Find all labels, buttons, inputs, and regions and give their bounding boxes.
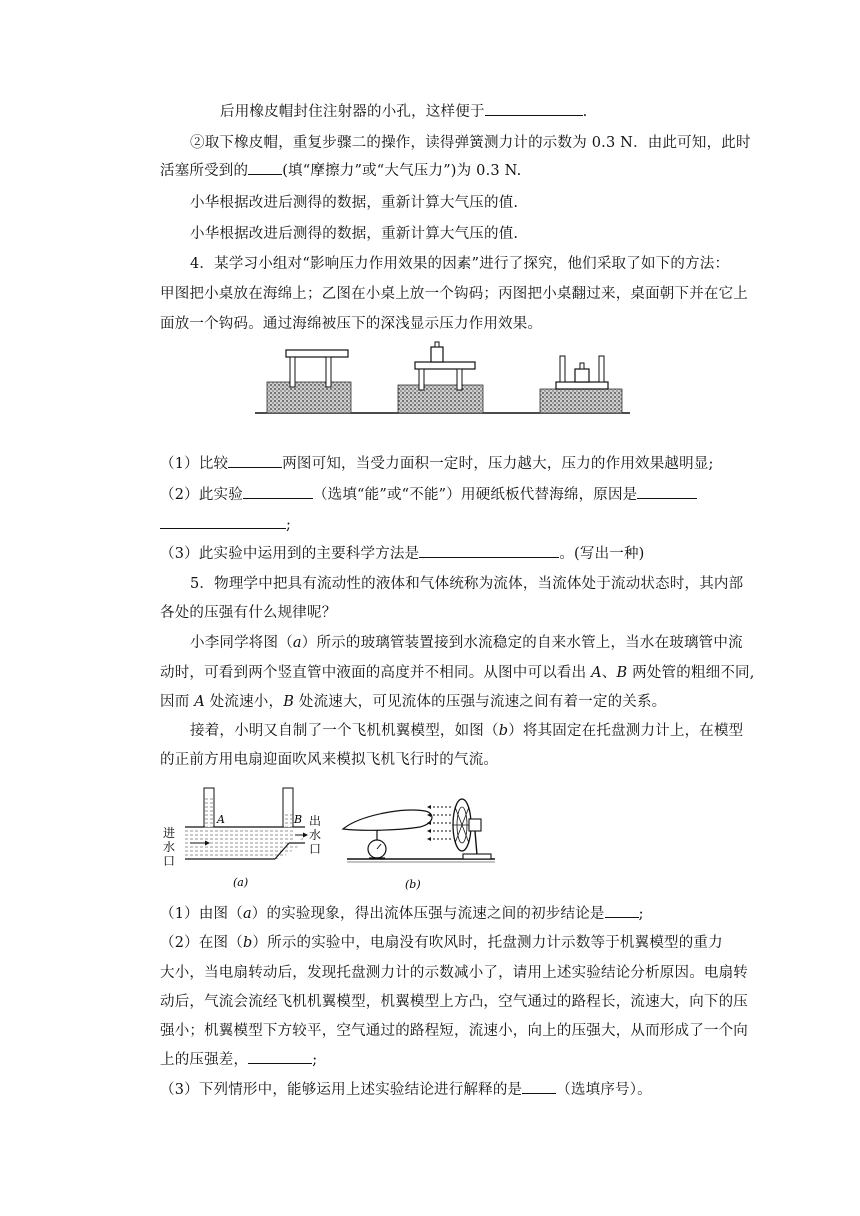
answer-blank[interactable] — [485, 101, 583, 116]
question-5-2-line — [160, 962, 748, 984]
text: 处流速小， — [204, 694, 284, 710]
question-5-line — [160, 749, 498, 771]
question-5-2-line — [160, 991, 748, 1013]
text: 上的压强差， — [160, 1052, 249, 1068]
text: ②取下橡皮帽，重复步骤二的操作，读得弹簧测力计的示数为 0.3 N．由此可知，此时 — [190, 135, 751, 151]
text: 。(写出一种) — [559, 546, 645, 562]
inlet-label: 进 — [163, 826, 176, 840]
wing-model-apparatus — [343, 799, 495, 891]
point-b-label: B — [294, 813, 303, 826]
answer-blank[interactable] — [248, 1049, 312, 1064]
text-line — [190, 132, 751, 154]
text: 后用橡皮帽封住注射器的小孔，这样便于 — [220, 104, 485, 120]
question-4-line — [160, 313, 542, 335]
table-with-weight-on-sponge — [398, 342, 483, 413]
text: 大小，当电扇转动后，发现托盘测力计的示数减小了，请用上述实验结论分析原因。电扇转 — [160, 965, 748, 981]
question-5-line — [190, 632, 743, 654]
inverted-table-with-weight-on-sponge — [540, 356, 622, 413]
answer-blank[interactable] — [228, 453, 282, 468]
outlet-label: 水 — [309, 828, 322, 842]
text: b — [498, 723, 509, 739]
text: B — [283, 694, 295, 710]
text: 小李同学将图（ — [190, 635, 293, 651]
answer-blank[interactable] — [419, 543, 559, 558]
text-line — [160, 160, 521, 182]
pressure-experiment-figure — [250, 340, 630, 420]
text: 动时，可看到两个竖直管中液面的高度并不相同。从图中可以看出 — [160, 665, 592, 681]
question-5-line — [160, 662, 755, 684]
table-on-sponge — [267, 350, 351, 413]
answer-blank[interactable] — [605, 903, 639, 918]
text: 5．物理学中把具有流动性的液体和气体统称为流体，当流体处于流动状态时，其内部 — [190, 576, 744, 592]
answer-blank[interactable] — [160, 514, 286, 529]
text: 的正前方用电扇迎面吹风来模拟飞机飞行时的气流。 — [160, 752, 499, 768]
text: ）将其固定在托盘测力计上，在模型 — [508, 723, 744, 739]
text: 处流速大，可见流体的压强与流速之间有着一定的关系。 — [294, 694, 667, 710]
text: ）所示的玻璃管装置接到水流稳定的自来水管上，当水在玻璃管中流 — [301, 635, 743, 651]
question-4-2 — [160, 484, 697, 506]
text: （2）此实验 — [160, 487, 243, 503]
text-line — [190, 223, 518, 245]
text: 两处管的粗细不同, — [627, 665, 755, 681]
answer-blank[interactable] — [522, 1079, 556, 1094]
text: 两图可知，当受力面积一定时，压力越大，压力的作用效果越明显; — [282, 456, 714, 472]
question-5-2-line — [160, 1049, 317, 1071]
text: （3）下列情形中，能够运用上述实验结论进行解释的是 — [160, 1082, 523, 1098]
figure-b-label: (b) — [405, 878, 421, 891]
text: B — [616, 665, 628, 681]
text: 因而 — [160, 694, 195, 710]
text: 强小；机翼模型下方较平，空气通过的路程短，流速小，向上的压强大，从而形成了一个向 — [160, 1023, 748, 1039]
text: 小华根据改进后测得的数据，重新计算大气压的值. — [190, 226, 519, 242]
text: （2）在图（ — [160, 935, 243, 951]
text: A — [591, 665, 602, 681]
inlet-label: 口 — [163, 854, 176, 868]
question-4-line — [160, 283, 748, 305]
outlet-label: 出 — [309, 814, 322, 828]
text: 接着，小明又自制了一个飞机机翼模型，如图（ — [190, 723, 499, 739]
question-5-line — [160, 602, 336, 624]
question-5-line — [190, 720, 743, 742]
answer-blank[interactable] — [248, 160, 282, 175]
text: 各处的压强有什么规律呢？ — [160, 605, 337, 621]
inlet-label: 水 — [163, 840, 176, 854]
question-5-1 — [160, 903, 644, 925]
text: a — [242, 906, 252, 922]
answer-blank[interactable] — [243, 484, 313, 499]
text: a — [292, 635, 302, 651]
answer-blank[interactable] — [637, 484, 697, 499]
fluid-experiment-figure — [155, 785, 505, 895]
text-line — [190, 192, 518, 214]
text: （1）比较 — [160, 456, 229, 472]
text: （选填“能”或“不能”）用硬纸板代替海绵，原因是 — [312, 487, 638, 503]
electric-fan-icon — [453, 799, 491, 859]
question-5-2 — [160, 932, 723, 954]
text: 活塞所受到的 — [160, 163, 249, 179]
text: （1）由图（ — [160, 906, 243, 922]
question-4-line — [190, 253, 729, 275]
text: （选填序号）。 — [556, 1082, 652, 1098]
text: （3）此实验中运用到的主要科学方法是 — [160, 546, 420, 562]
question-4-2-cont: ; — [160, 514, 291, 536]
question-5-3 — [160, 1079, 652, 1101]
question-4-3 — [160, 543, 645, 565]
text-line: 后用橡皮帽封住注射器的小孔，这样便于 . — [220, 101, 587, 123]
figure-a-label: (a) — [233, 876, 249, 889]
text: 面放一个钩码。通过海绵被压下的深浅显示压力作用效果。 — [160, 316, 543, 332]
point-a-label: A — [217, 813, 225, 826]
text: b — [242, 935, 253, 951]
outlet-label: 口 — [309, 842, 322, 856]
text: ）所示的实验中，电扇没有吹风时，托盘测力计示数等于机翼模型的重力 — [252, 935, 723, 951]
text: ）的实验现象，得出流体压强与流速之间的初步结论是 — [251, 906, 605, 922]
text: 、 — [601, 665, 617, 681]
text: A — [194, 694, 205, 710]
text: 小华根据改进后测得的数据，重新计算大气压的值. — [190, 195, 519, 211]
text: ; — [312, 1052, 318, 1068]
question-5-line — [190, 573, 743, 595]
text: ; — [638, 906, 644, 922]
text: 4．某学习小组对“影响压力作用效果的因素”进行了探究，他们采取了如下的方法： — [190, 256, 730, 272]
text: 动后，气流会流经飞机机翼模型，机翼模型上方凸，空气通过的路程长，流速大，向下的压 — [160, 994, 748, 1010]
text: (填“摩擦力”或“大气压力”)为 0.3 N. — [282, 163, 522, 179]
glass-tube-apparatus — [163, 788, 321, 889]
text: 甲图把小桌放在海绵上；乙图在小桌上放一个钩码；丙图把小桌翻过来，桌面朝下并在它上 — [160, 286, 748, 302]
question-5-2-line — [160, 1020, 748, 1042]
question-4-1 — [160, 453, 714, 475]
question-5-line — [160, 691, 666, 713]
